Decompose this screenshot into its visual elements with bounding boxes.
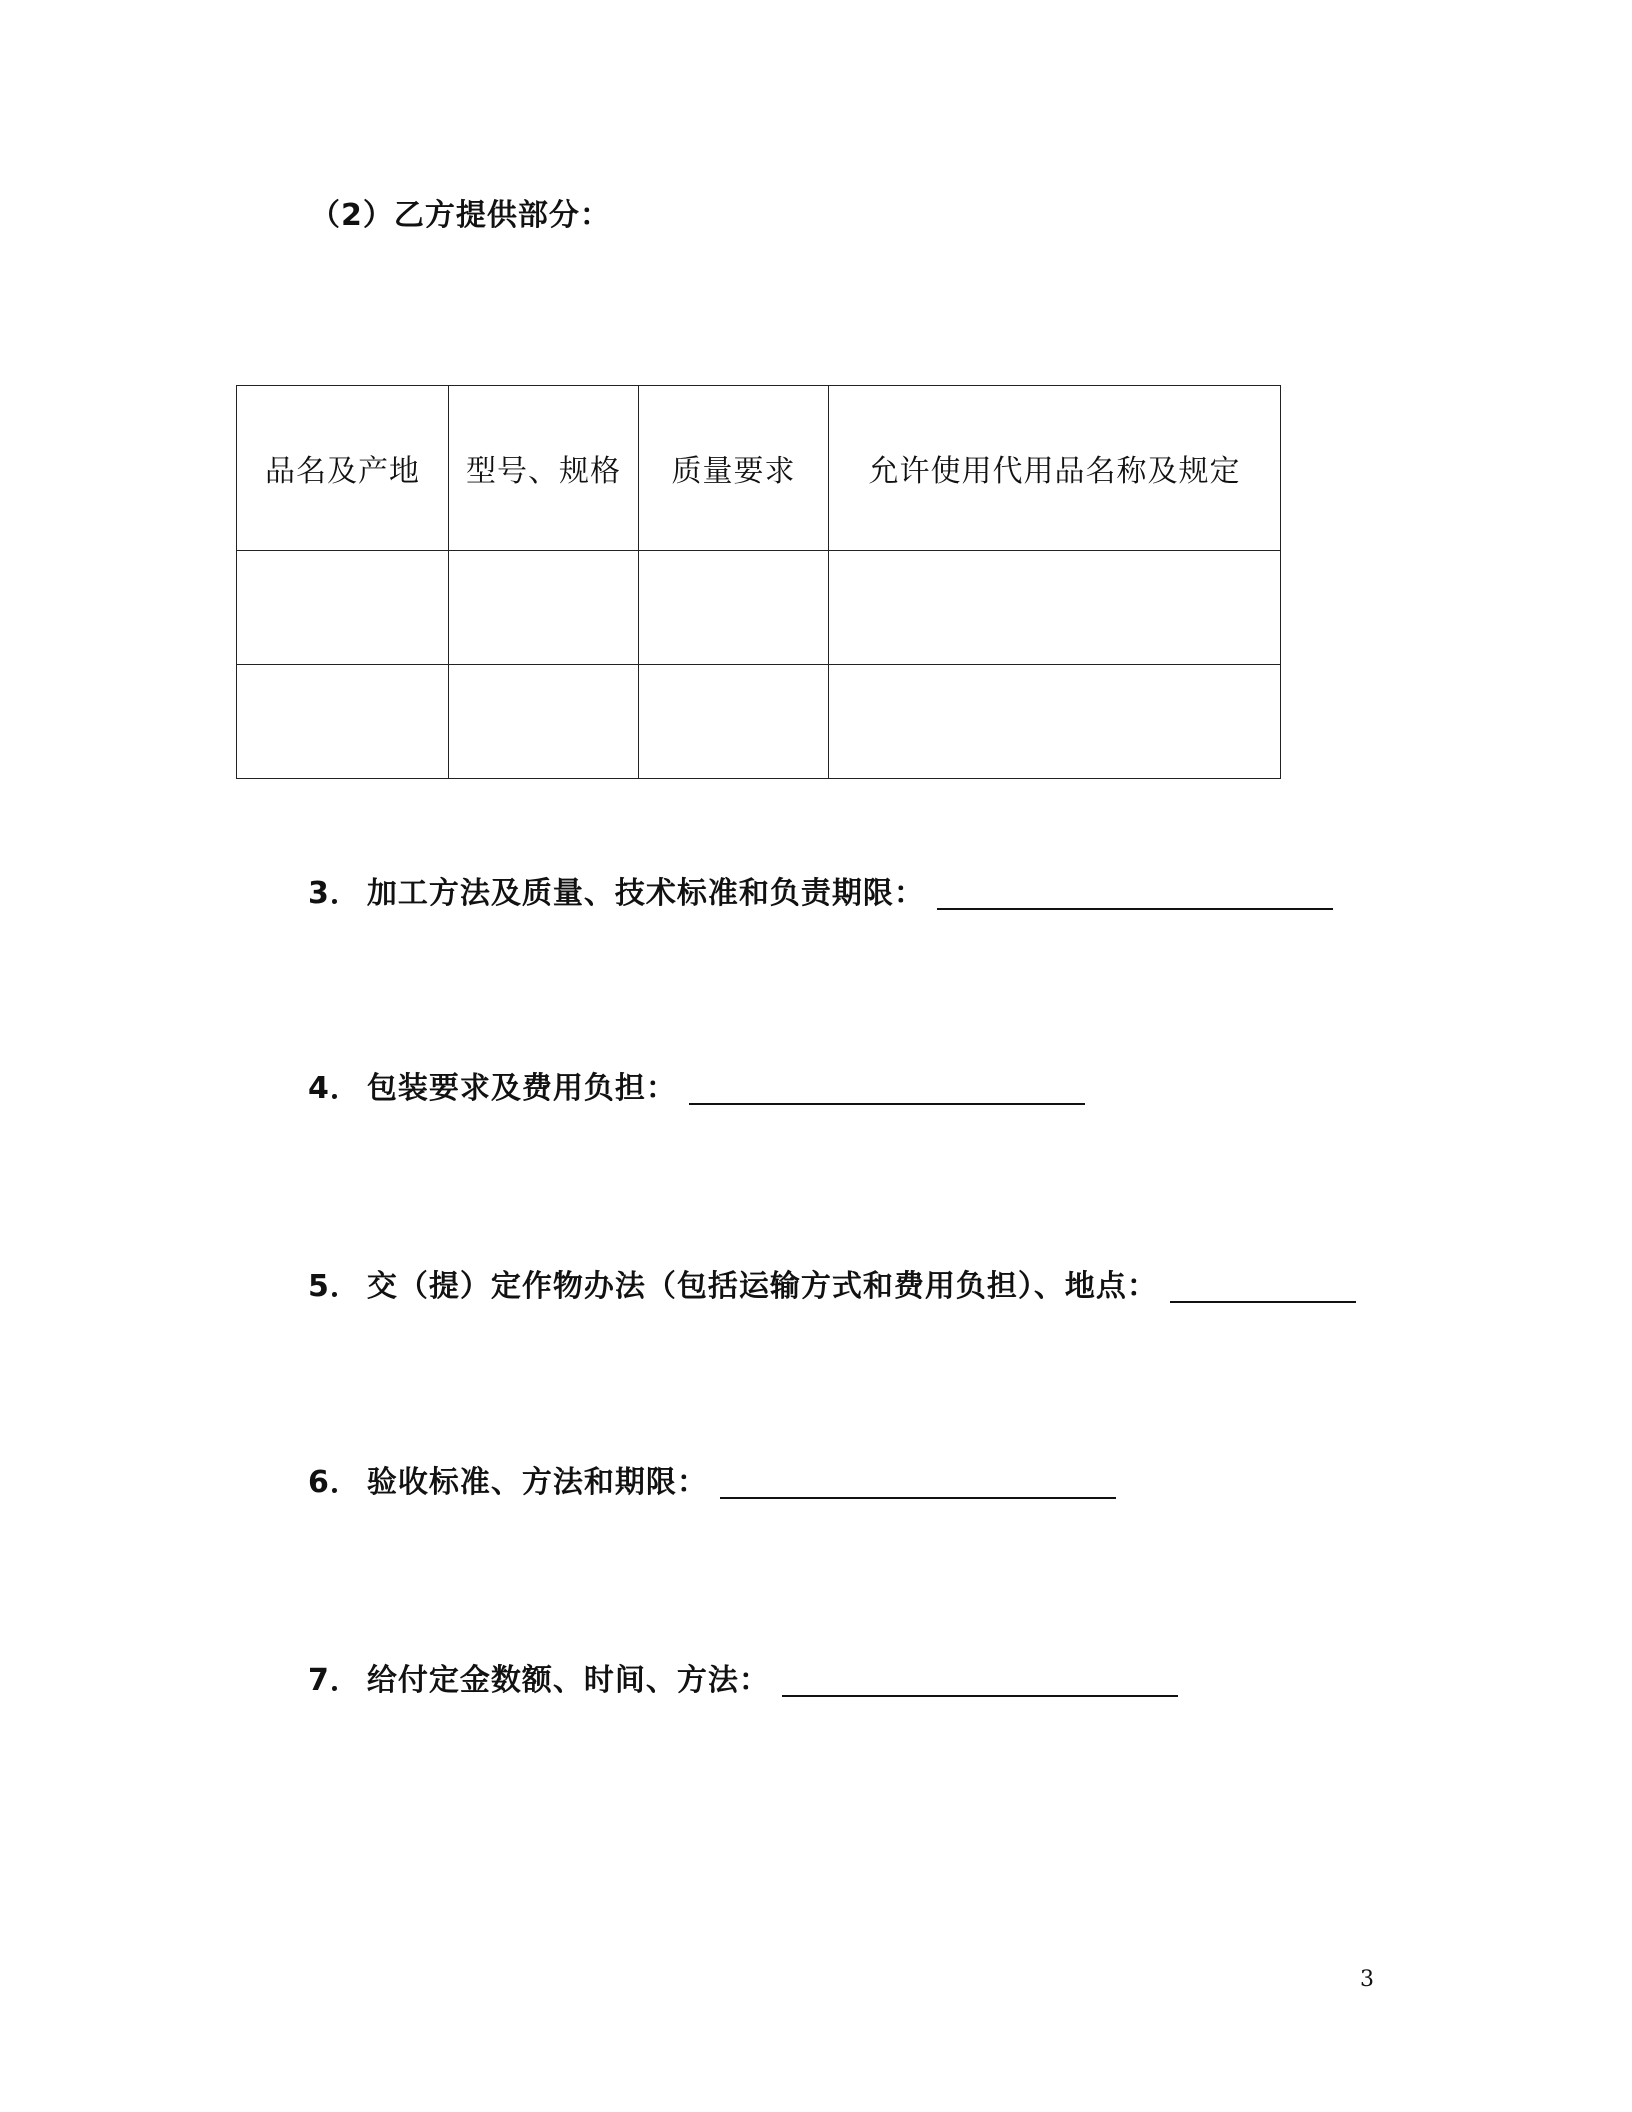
clause-text: 验收标准、方法和期限： xyxy=(366,1465,708,1500)
table-cell[interactable] xyxy=(639,665,829,779)
clause-text: 交（提）定作物办法（包括运输方式和费用负担）、地点： xyxy=(366,1269,1158,1304)
clause-number: 4． xyxy=(308,1071,361,1106)
clause-number: 7． xyxy=(308,1663,361,1698)
fill-in-blank[interactable] xyxy=(782,1665,1178,1697)
clause-3 xyxy=(308,868,1333,912)
fill-in-blank[interactable] xyxy=(720,1467,1116,1499)
clause-number: 5． xyxy=(308,1269,361,1304)
clause-6 xyxy=(308,1457,1116,1501)
section-heading: （2）乙方提供部分： xyxy=(310,198,611,233)
header-model-spec: 型号、规格 xyxy=(449,386,639,551)
table-cell[interactable] xyxy=(829,665,1281,779)
header-quality-requirement: 质量要求 xyxy=(639,386,829,551)
clause-text: 加工方法及质量、技术标准和负责期限： xyxy=(366,876,925,911)
fill-in-blank[interactable] xyxy=(1170,1271,1356,1303)
clause-7 xyxy=(308,1655,1178,1699)
header-product-origin: 品名及产地 xyxy=(237,386,449,551)
supply-table xyxy=(236,385,1281,779)
fill-in-blank[interactable] xyxy=(689,1073,1085,1105)
table-header-row xyxy=(237,386,1281,551)
page-number: 3 xyxy=(1360,1967,1374,1992)
table-cell[interactable] xyxy=(237,665,449,779)
clause-number: 3． xyxy=(308,876,361,911)
table-row xyxy=(237,665,1281,779)
clause-text: 给付定金数额、时间、方法： xyxy=(366,1663,770,1698)
table-cell[interactable] xyxy=(639,551,829,665)
table-row xyxy=(237,551,1281,665)
table-cell[interactable] xyxy=(237,551,449,665)
header-substitute-rules: 允许使用代用品名称及规定 xyxy=(829,386,1281,551)
table-cell[interactable] xyxy=(829,551,1281,665)
clause-text: 包装要求及费用负担： xyxy=(366,1071,677,1106)
table-cell[interactable] xyxy=(449,665,639,779)
fill-in-blank[interactable] xyxy=(937,878,1333,910)
clause-4 xyxy=(308,1063,1085,1107)
table-cell[interactable] xyxy=(449,551,639,665)
clause-5 xyxy=(308,1261,1356,1305)
clause-number: 6． xyxy=(308,1465,361,1500)
